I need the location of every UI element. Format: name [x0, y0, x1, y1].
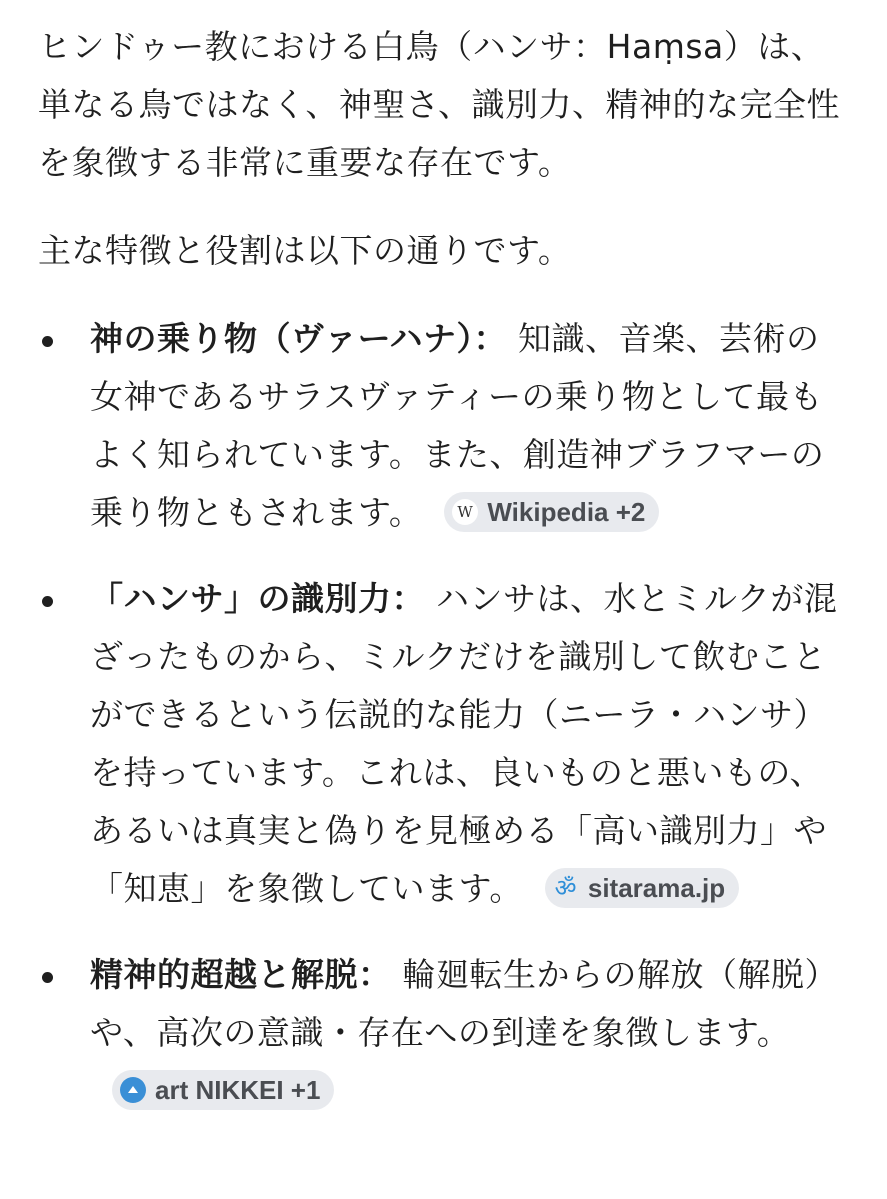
- list-item: [38, 946, 853, 1120]
- bullet-icon: [42, 972, 53, 983]
- item-term: 「ハンサ」の識別力：: [90, 579, 425, 618]
- list-item: [38, 310, 853, 542]
- om-icon: ॐ: [554, 873, 578, 902]
- source-chip-sitarama[interactable]: [545, 868, 739, 908]
- source-chip-label: sitarama.jp: [587, 872, 726, 903]
- item-text: ハンサは、水とミルクが混ざったものから、ミルクだけを識別して飲むことができるという伝説的な能力（ニーラ・ハンサ）を持っています。これは、良いものと悪いもの、あるいは真実と偽りを見極める「高い識別力」や「知恵」を象徴しています。: [90, 579, 838, 908]
- intro-paragraph: ヒンドゥー教における白鳥（ハンサ：Haṃsa）は、単なる鳥ではなく、神聖さ、識別力、精神的な完全性を象徴する非常に重要な存在です。: [38, 27, 841, 182]
- feature-list: [38, 310, 853, 1120]
- item-text: 輪廻転生からの解放（解脱）や、高次の意識・存在への到達を象徴します。: [90, 955, 838, 1052]
- source-chip-wikipedia[interactable]: [444, 492, 659, 532]
- source-chip-label: art NIKKEI +1: [155, 1074, 321, 1105]
- item-text: 知識、音楽、芸術の女神であるサラスヴァティーの乗り物として最もよく知られています。また、創造神ブラフマーの乗り物ともされます。: [90, 319, 825, 532]
- source-chip-nikkei[interactable]: [112, 1070, 334, 1110]
- item-term: 神の乗り物（ヴァーハナ）：: [90, 319, 508, 358]
- wikipedia-icon: W: [452, 499, 478, 525]
- bullet-icon: [42, 336, 53, 347]
- list-item: [38, 570, 853, 918]
- source-chip-label: Wikipedia +2: [487, 496, 646, 527]
- bullet-icon: [42, 596, 53, 607]
- item-term: 精神的超越と解脱：: [90, 955, 392, 994]
- nikkei-icon: [120, 1077, 146, 1103]
- lead-paragraph: 主な特徴と役割は以下の通りです。: [38, 231, 572, 270]
